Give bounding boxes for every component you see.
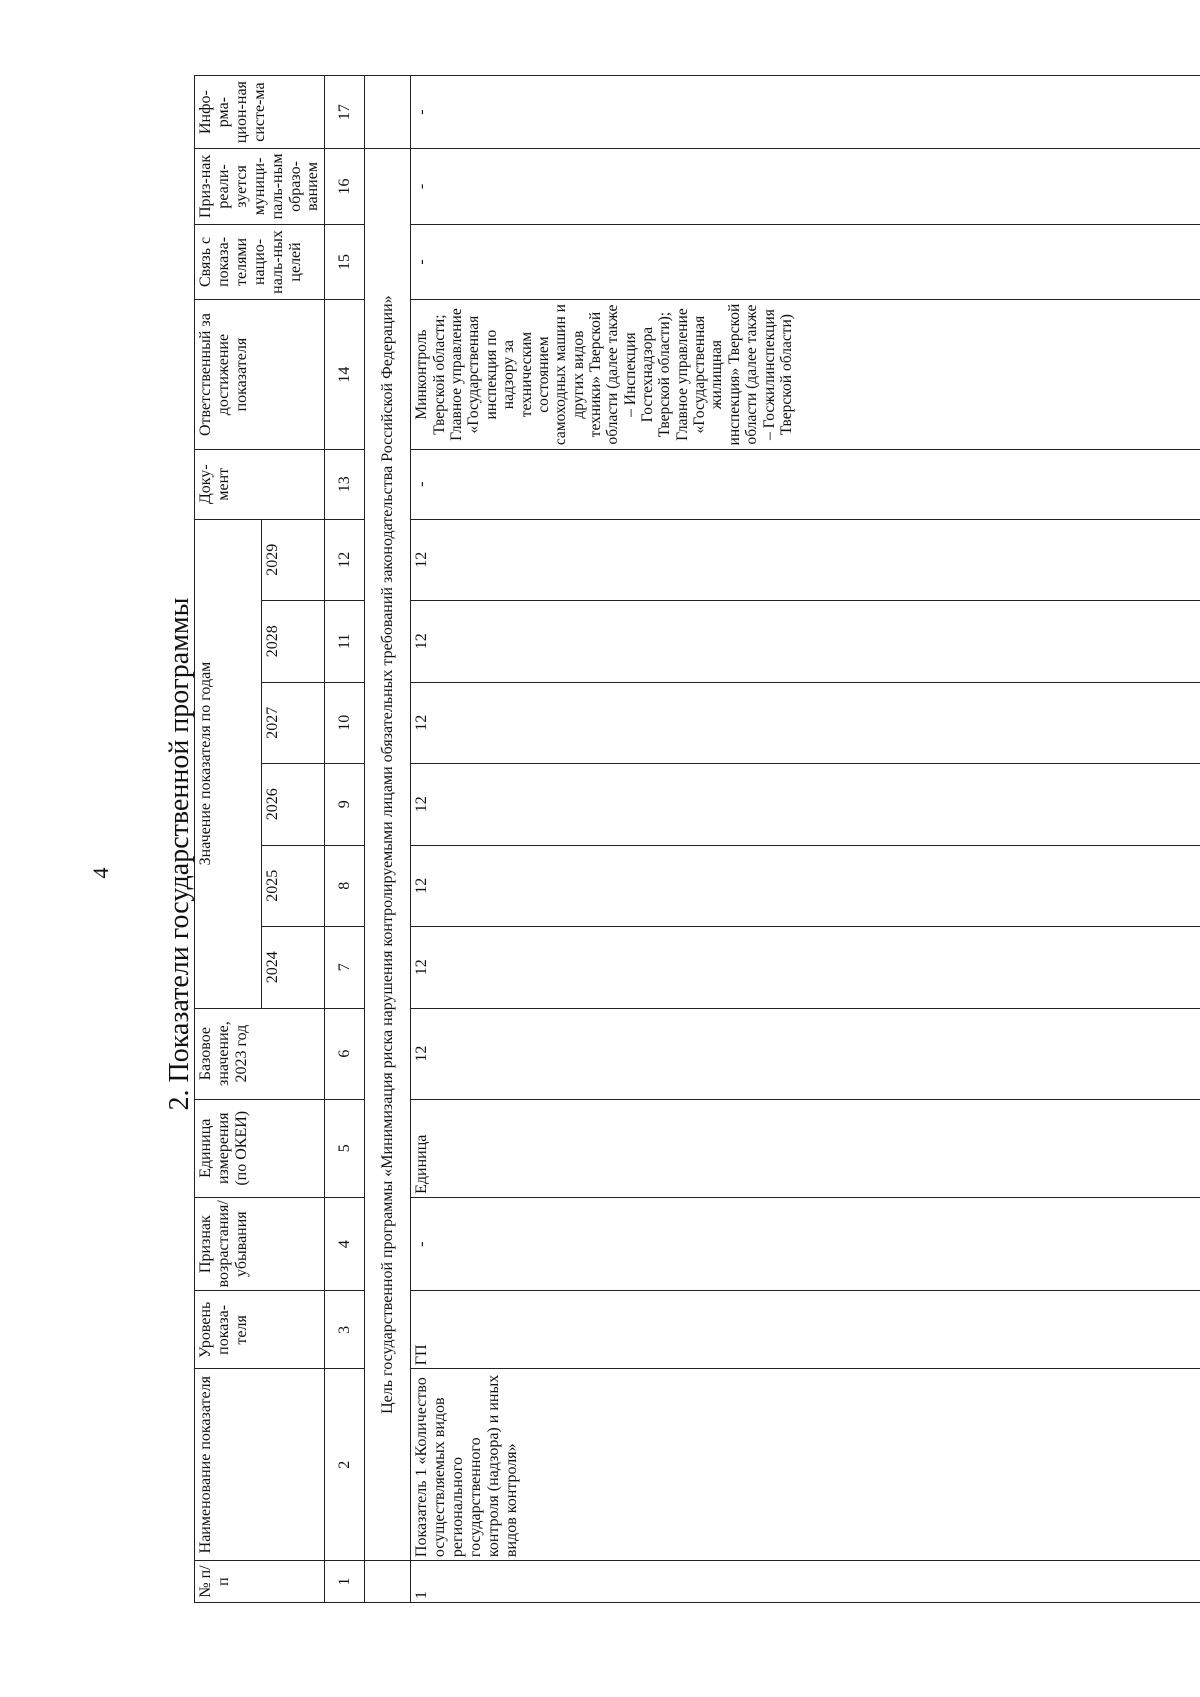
row-value: 12 — [411, 601, 1200, 683]
column-number: 6 — [325, 1008, 365, 1099]
column-number: 16 — [325, 149, 365, 225]
row-value: 12 — [411, 764, 1200, 846]
header-document: Доку-мент — [195, 450, 325, 520]
header-year: 2025 — [262, 845, 325, 927]
goal-row — [365, 76, 411, 1603]
row-value: 12 — [411, 682, 1200, 764]
goal-text: Цель государственной программы «Минимизация риска нарушения контролируемыми лицами обязательных требований законодательства Российской Федерации» — [365, 149, 411, 1561]
header-year: 2028 — [262, 601, 325, 683]
column-number: 4 — [325, 1197, 365, 1290]
header-unit: Единица измерения (по ОКЕИ) — [195, 1099, 325, 1197]
header-info-system: Инфо-рма-цион-ная систе-ма — [195, 76, 325, 149]
column-number: 7 — [325, 927, 365, 1009]
column-number: 10 — [325, 682, 365, 764]
column-number: 1 — [325, 1561, 365, 1603]
column-number: 5 — [325, 1099, 365, 1197]
header-num: № п/п — [195, 1561, 325, 1603]
header-year: 2026 — [262, 764, 325, 846]
row-municipal: - — [411, 149, 1200, 225]
header-municipal: Приз-нак реали-зуется муници-паль-ным образо-ванием — [195, 149, 325, 225]
row-unit: Единица — [411, 1099, 1200, 1197]
row-responsible: Минконтроль Тверской области; Главное управление «Государственная инспекция по надзору за техническим состоянием самоходных машин и других видов техники» Тверской области (далее также – Инспекция Гостехнадзора Тверской области); Главное управление «Государственная жилищная инспекция» Тверской области (далее также – Госжилинспекция Тверской области) — [411, 300, 1200, 450]
header-responsible: Ответственный за достижение показателя — [195, 300, 325, 450]
goal-spacer — [365, 76, 411, 149]
page-number: 4 — [88, 867, 113, 879]
column-number: 15 — [325, 224, 365, 300]
column-number: 8 — [325, 845, 365, 927]
column-number: 9 — [325, 764, 365, 846]
header-national-goals: Связь с показа-телями нацио-наль-ных целей — [195, 224, 325, 300]
page-title: 2. Показатели государственной программы — [164, 597, 195, 1111]
table-row — [411, 76, 1200, 1603]
header-year: 2029 — [262, 519, 325, 601]
row-value: 12 — [411, 519, 1200, 601]
header-year: 2027 — [262, 682, 325, 764]
indicators-table — [194, 75, 1200, 1603]
column-number: 2 — [325, 1369, 365, 1561]
header-name: Наименование показателя — [195, 1369, 325, 1561]
column-number: 12 — [325, 519, 365, 601]
column-numbers-row — [325, 76, 365, 1603]
row-national-goals: - — [411, 224, 1200, 300]
header-year: 2024 — [262, 927, 325, 1009]
row-base: 12 — [411, 1008, 1200, 1099]
row-document: - — [411, 450, 1200, 520]
header-trend: Признак возрастания/ убывания — [195, 1197, 325, 1290]
column-number: 17 — [325, 76, 365, 149]
column-number: 14 — [325, 300, 365, 450]
column-number: 3 — [325, 1291, 365, 1369]
header-base: Базовое значение, 2023 год — [195, 1008, 325, 1099]
row-level: ГП — [411, 1291, 1200, 1369]
indicators-table-sheet — [194, 75, 1200, 1603]
row-name: Показатель 1 «Количество осуществляемых видов регионального государственного контроля (надзора) и иных видов контроля» — [411, 1369, 1200, 1561]
row-trend: - — [411, 1197, 1200, 1290]
row-value: 12 — [411, 927, 1200, 1009]
header-level: Уровень показа-теля — [195, 1291, 325, 1369]
goal-spacer — [365, 1561, 411, 1603]
header-values-group: Значение показателя по годам — [195, 519, 262, 1008]
column-number: 11 — [325, 601, 365, 683]
row-value: 12 — [411, 845, 1200, 927]
column-number: 13 — [325, 450, 365, 520]
row-info-system: - — [411, 76, 1200, 149]
row-num: 1 — [411, 1561, 1200, 1603]
